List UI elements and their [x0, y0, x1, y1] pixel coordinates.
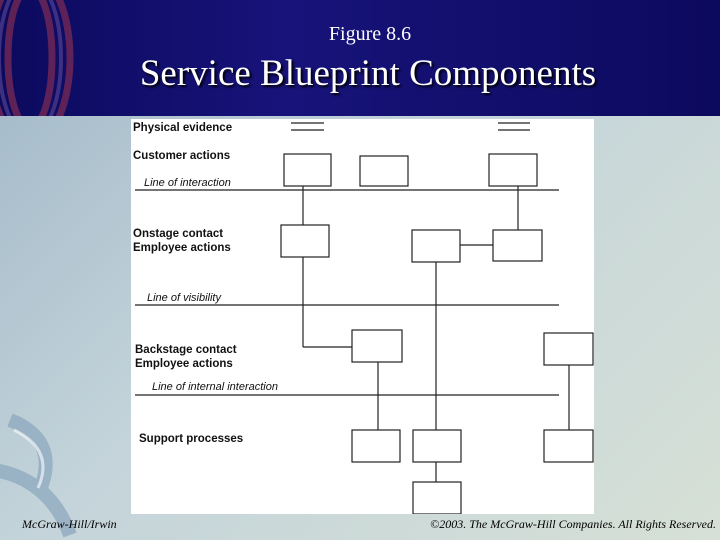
swirl-decoration-top	[0, 0, 130, 116]
onstage-action-box	[493, 230, 542, 261]
lane-customer-actions: Customer actions	[133, 150, 231, 162]
lane-backstage-contact: Backstage contact	[135, 344, 237, 356]
support-process-box	[413, 430, 461, 462]
figure-label: Figure 8.6	[328, 23, 412, 45]
publisher-credit: McGraw-Hill/Irwin	[22, 517, 117, 531]
backstage-action-box	[544, 333, 593, 365]
onstage-action-box	[281, 225, 329, 257]
lane-onstage-contact: Onstage contact	[133, 228, 224, 240]
lane-support-processes: Support processes	[139, 433, 244, 445]
line-of-interaction-label: Line of interaction	[144, 177, 231, 189]
line-of-visibility-label: Line of visibility	[147, 292, 221, 304]
lane-backstage-employee-actions: Employee actions	[135, 358, 233, 370]
service-blueprint-diagram	[131, 119, 594, 514]
backstage-action-box	[352, 330, 402, 362]
customer-action-box	[284, 154, 331, 186]
onstage-action-box	[412, 230, 460, 262]
support-process-box	[413, 482, 461, 514]
support-process-box	[544, 430, 593, 462]
customer-action-box	[489, 154, 537, 186]
lane-physical-evidence: Physical evidence	[133, 122, 233, 134]
copyright-notice: ©2003. The McGraw-Hill Companies. All Rights Reserved.	[430, 517, 716, 531]
slide-title: Service Blueprint Components	[139, 53, 597, 94]
line-of-internal-interaction-label: Line of internal interaction	[152, 381, 278, 393]
customer-action-box	[360, 156, 408, 186]
support-process-box	[352, 430, 400, 462]
lane-onstage-employee-actions: Employee actions	[133, 242, 231, 254]
